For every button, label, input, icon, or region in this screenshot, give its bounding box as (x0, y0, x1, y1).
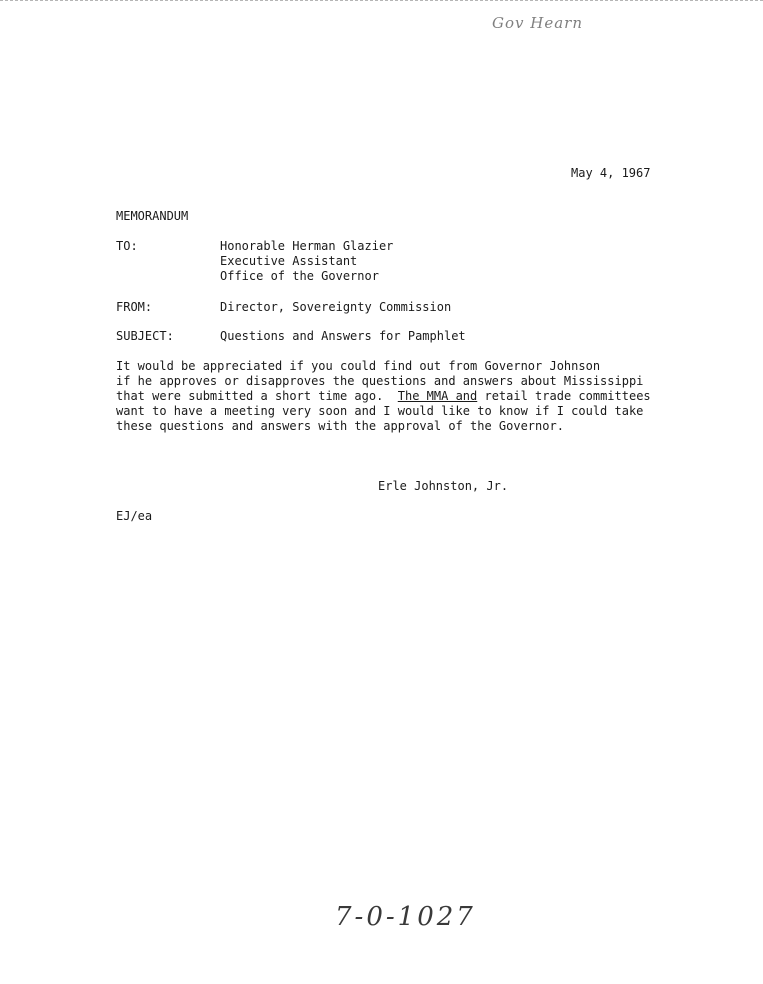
body-underlined-phrase: The MMA and (397, 389, 478, 403)
handwritten-file-number: 7-0-1027 (335, 902, 476, 932)
page-top-edge (0, 0, 763, 1)
to-recipient-title: Executive Assistant (220, 254, 358, 268)
body-line-4: want to have a meeting very soon and I would like to know if I could take (116, 404, 644, 418)
from-label: FROM: (116, 300, 153, 314)
body-line-3 (116, 389, 676, 404)
memo-body (116, 359, 676, 434)
to-recipient-office: Office of the Governor (220, 269, 379, 283)
to-label: TO: (116, 239, 138, 253)
subject-value: Questions and Answers for Pamphlet (220, 329, 466, 343)
body-line-3-end: retail trade committees (477, 389, 651, 403)
to-recipient-name: Honorable Herman Glazier (220, 239, 394, 253)
from-value: Director, Sovereignty Commission (220, 300, 452, 314)
signature-name: Erle Johnston, Jr. (378, 479, 509, 493)
handwritten-top-note: Gov Hearn (492, 14, 583, 32)
subject-label: SUBJECT: (116, 329, 174, 343)
body-line-1: It would be appreciated if you could find out from Governor Johnson (116, 359, 601, 373)
body-line-3-start: that were submitted a short time ago. (116, 389, 398, 403)
memo-date: May 4, 1967 (571, 166, 651, 180)
body-line-5: these questions and answers with the approval of the Governor. (116, 419, 564, 433)
typist-initials: EJ/ea (116, 509, 153, 523)
memo-heading: MEMORANDUM (116, 209, 189, 223)
body-line-2: if he approves or disapproves the questions and answers about Mississippi (116, 374, 644, 388)
